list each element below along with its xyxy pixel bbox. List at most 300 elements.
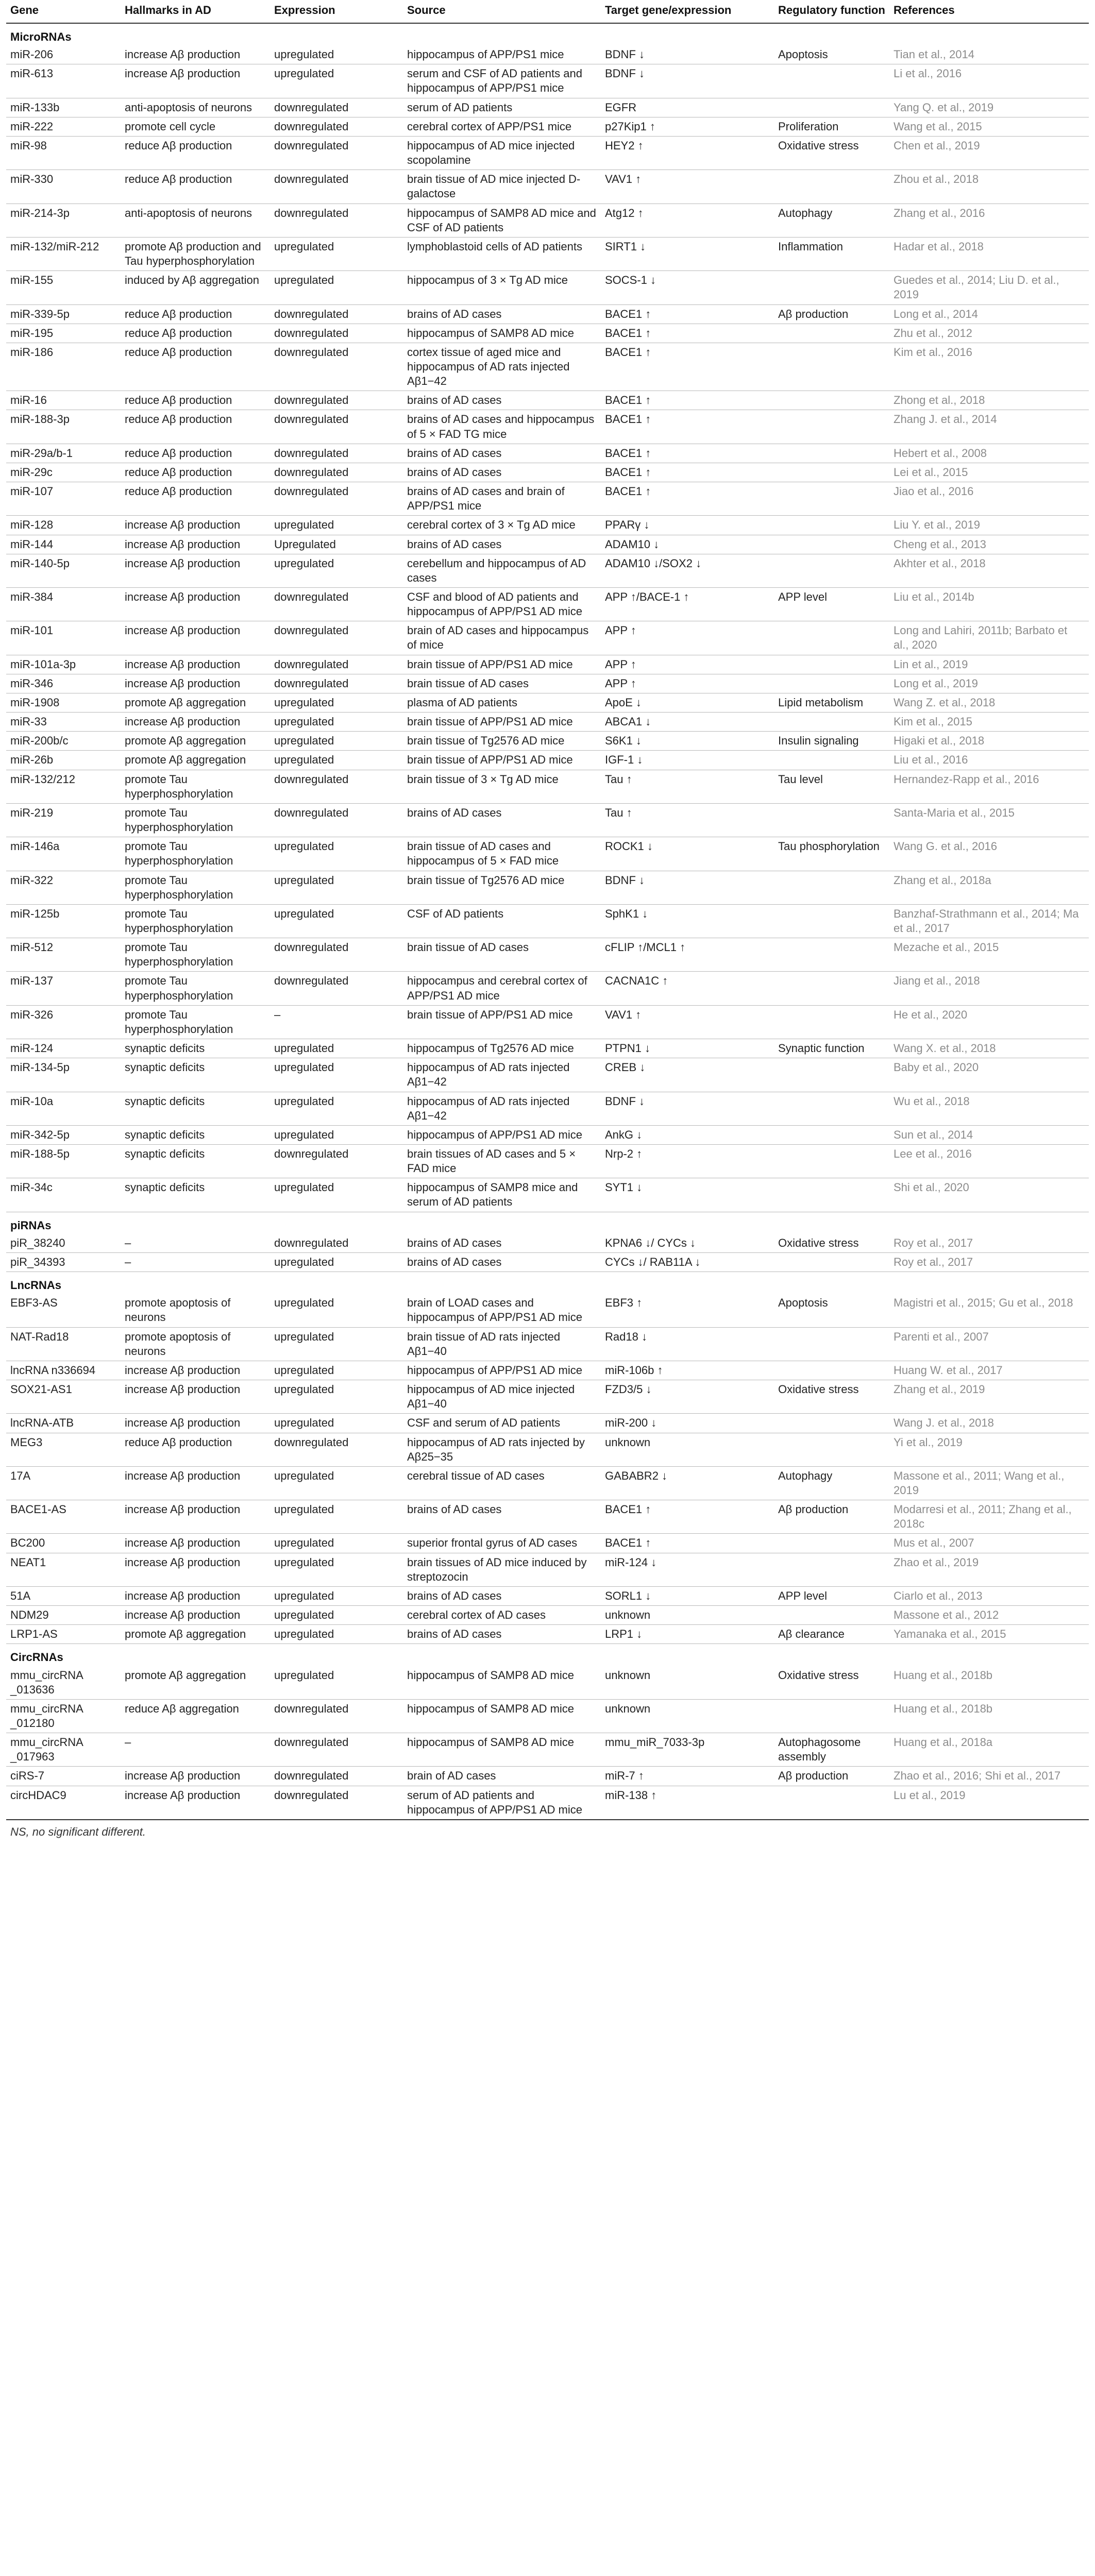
cell-gene: miR-188-3p [6, 410, 121, 444]
cell-expression: upregulated [270, 1380, 403, 1414]
cell-regulatory [774, 1606, 889, 1625]
table-row [6, 1178, 1089, 1212]
cell-target: p27Kip1 ↑ [601, 117, 774, 136]
cell-target: BDNF ↓ [601, 871, 774, 904]
table-row [6, 621, 1089, 655]
cell-source: lymphoblastoid cells of AD patients [403, 237, 601, 270]
cell-regulatory [774, 1433, 889, 1466]
cell-hallmarks: increase Aβ production [121, 1361, 270, 1380]
cell-source: brain tissue of APP/PS1 AD mice [403, 1005, 601, 1039]
cell-source: hippocampus of AD rats injected Aβ1−42 [403, 1058, 601, 1092]
cell-regulatory: Oxidative stress [774, 1234, 889, 1253]
cell-hallmarks: increase Aβ production [121, 1586, 270, 1605]
table-row [6, 304, 1089, 324]
cell-references: Sun et al., 2014 [889, 1125, 1089, 1144]
cell-hallmarks: synaptic deficits [121, 1178, 270, 1212]
cell-target: Atg12 ↑ [601, 204, 774, 237]
cell-gene: NEAT1 [6, 1553, 121, 1586]
cell-references: Wang J. et al., 2018 [889, 1414, 1089, 1433]
table-row [6, 204, 1089, 237]
cell-references: Chen et al., 2019 [889, 136, 1089, 170]
table-row [6, 1145, 1089, 1178]
cell-gene: lncRNA-ATB [6, 1414, 121, 1433]
table-row [6, 751, 1089, 770]
section-row [6, 23, 1089, 45]
cell-expression: downregulated [270, 1234, 403, 1253]
cell-hallmarks: promote Tau hyperphosphorylation [121, 972, 270, 1005]
cell-gene: miR-34c [6, 1178, 121, 1212]
cell-target: BACE1 ↑ [601, 1534, 774, 1553]
cell-expression: upregulated [270, 1414, 403, 1433]
cell-target: HEY2 ↑ [601, 136, 774, 170]
header-gene: Gene [6, 0, 121, 23]
cell-references: Liu et al., 2016 [889, 751, 1089, 770]
cell-source: cerebral tissue of AD cases [403, 1466, 601, 1500]
cell-source: hippocampus of SAMP8 AD mice [403, 1733, 601, 1767]
cell-hallmarks: reduce Aβ production [121, 324, 270, 343]
cell-references: Akhter et al., 2018 [889, 554, 1089, 587]
cell-references: Mezache et al., 2015 [889, 938, 1089, 972]
cell-source: hippocampus of APP/PS1 AD mice [403, 1125, 601, 1144]
header-regulatory: Regulatory function [774, 0, 889, 23]
cell-target: BACE1 ↑ [601, 482, 774, 516]
table-row [6, 693, 1089, 712]
cell-source: CSF and blood of AD patients and hippocampus of APP/PS1 AD mice [403, 588, 601, 621]
cell-regulatory: Autophagy [774, 204, 889, 237]
header-references: References [889, 0, 1089, 23]
cell-target: SYT1 ↓ [601, 1178, 774, 1212]
cell-target: LRP1 ↓ [601, 1625, 774, 1644]
cell-regulatory [774, 1699, 889, 1733]
cell-gene: miR-132/miR-212 [6, 237, 121, 270]
cell-gene: miR-206 [6, 45, 121, 64]
cell-hallmarks: increase Aβ production [121, 1786, 270, 1820]
table-row [6, 871, 1089, 904]
cell-regulatory: APP level [774, 588, 889, 621]
table-row [6, 1005, 1089, 1039]
cell-regulatory: Insulin signaling [774, 732, 889, 751]
cell-target: APP ↑ [601, 621, 774, 655]
cell-regulatory: Tau phosphorylation [774, 837, 889, 871]
cell-expression: downregulated [270, 117, 403, 136]
cell-references: Jiao et al., 2016 [889, 482, 1089, 516]
cell-regulatory [774, 410, 889, 444]
cell-gene: miR-1908 [6, 693, 121, 712]
cell-hallmarks: increase Aβ production [121, 1767, 270, 1786]
cell-source: hippocampus of SAMP8 AD mice [403, 1699, 601, 1733]
cell-source: brain tissue of APP/PS1 AD mice [403, 751, 601, 770]
cell-source: brains of AD cases [403, 304, 601, 324]
cell-target: ApoE ↓ [601, 693, 774, 712]
cell-source: hippocampus of AD rats injected by Aβ25−35 [403, 1433, 601, 1466]
cell-hallmarks: anti-apoptosis of neurons [121, 204, 270, 237]
table-row [6, 770, 1089, 803]
cell-references: Wu et al., 2018 [889, 1092, 1089, 1125]
table-row [6, 674, 1089, 693]
table-row [6, 1234, 1089, 1253]
table-row [6, 1433, 1089, 1466]
cell-target: BACE1 ↑ [601, 410, 774, 444]
cell-source: brains of AD cases and brain of APP/PS1 mice [403, 482, 601, 516]
cell-gene: miR-195 [6, 324, 121, 343]
cell-references: Yang Q. et al., 2019 [889, 98, 1089, 117]
cell-regulatory [774, 871, 889, 904]
table-row [6, 1500, 1089, 1534]
cell-source: cerebral cortex of AD cases [403, 1606, 601, 1625]
table-row [6, 1361, 1089, 1380]
cell-target: PPARγ ↓ [601, 516, 774, 535]
cell-expression: downregulated [270, 136, 403, 170]
cell-target: mmu_miR_7033-3p [601, 1733, 774, 1767]
cell-source: hippocampus of APP/PS1 mice [403, 45, 601, 64]
cell-hallmarks: reduce Aβ aggregation [121, 1699, 270, 1733]
cell-target: VAV1 ↑ [601, 170, 774, 204]
cell-gene: mmu_circRNA _013636 [6, 1666, 121, 1700]
table-row [6, 482, 1089, 516]
cell-target: ABCA1 ↓ [601, 713, 774, 732]
section-title: MicroRNAs [10, 30, 72, 43]
cell-regulatory [774, 1178, 889, 1212]
table-row [6, 1380, 1089, 1414]
cell-expression: downregulated [270, 391, 403, 410]
cell-hallmarks: increase Aβ production [121, 674, 270, 693]
cell-expression: – [270, 1005, 403, 1039]
cell-hallmarks: promote Aβ aggregation [121, 751, 270, 770]
cell-hallmarks: reduce Aβ production [121, 136, 270, 170]
cell-expression: upregulated [270, 837, 403, 871]
cell-source: brain tissue of APP/PS1 AD mice [403, 713, 601, 732]
cell-source: hippocampus of AD mice injected scopolamine [403, 136, 601, 170]
cell-regulatory [774, 904, 889, 938]
cell-references: Huang et al., 2018a [889, 1733, 1089, 1767]
table-row [6, 732, 1089, 751]
cell-expression: downregulated [270, 1145, 403, 1178]
cell-regulatory: Apoptosis [774, 1294, 889, 1327]
cell-gene: miR-26b [6, 751, 121, 770]
cell-target: SIRT1 ↓ [601, 237, 774, 270]
cell-expression: upregulated [270, 64, 403, 98]
cell-regulatory [774, 391, 889, 410]
section-row [6, 1644, 1089, 1666]
cell-target: unknown [601, 1606, 774, 1625]
table-footnote: NS, no significant different. [10, 1825, 146, 1838]
cell-hallmarks: – [121, 1252, 270, 1272]
cell-expression: upregulated [270, 1534, 403, 1553]
cell-hallmarks: increase Aβ production [121, 655, 270, 674]
cell-source: hippocampus of APP/PS1 AD mice [403, 1361, 601, 1380]
cell-references: Wang et al., 2015 [889, 117, 1089, 136]
cell-hallmarks: increase Aβ production [121, 621, 270, 655]
cell-gene: EBF3-AS [6, 1294, 121, 1327]
cell-regulatory [774, 271, 889, 304]
cell-references: Shi et al., 2020 [889, 1178, 1089, 1212]
cell-hallmarks: promote Tau hyperphosphorylation [121, 871, 270, 904]
cell-target: Rad18 ↓ [601, 1327, 774, 1361]
cell-regulatory [774, 1125, 889, 1144]
cell-references: Wang X. et al., 2018 [889, 1039, 1089, 1058]
cell-target: BACE1 ↑ [601, 343, 774, 391]
cell-expression: upregulated [270, 1039, 403, 1058]
cell-gene: miR-346 [6, 674, 121, 693]
cell-source: brains of AD cases [403, 1234, 601, 1253]
cell-target: BDNF ↓ [601, 64, 774, 98]
cell-expression: downregulated [270, 463, 403, 482]
cell-source: hippocampus of AD mice injected Aβ1−40 [403, 1380, 601, 1414]
cell-gene: miR-107 [6, 482, 121, 516]
cell-target: miR-200 ↓ [601, 1414, 774, 1433]
cell-gene: miR-101 [6, 621, 121, 655]
cell-hallmarks: increase Aβ production [121, 64, 270, 98]
table-row [6, 1534, 1089, 1553]
header-source: Source [403, 0, 601, 23]
cell-target: PTPN1 ↓ [601, 1039, 774, 1058]
cell-target: BDNF ↓ [601, 45, 774, 64]
section-row [6, 1272, 1089, 1294]
cell-expression: upregulated [270, 271, 403, 304]
table-row [6, 136, 1089, 170]
table-row [6, 554, 1089, 587]
cell-target: SOCS-1 ↓ [601, 271, 774, 304]
cell-target: cFLIP ↑/MCL1 ↑ [601, 938, 774, 972]
cell-references: Zhong et al., 2018 [889, 391, 1089, 410]
table-row [6, 1058, 1089, 1092]
cell-gene: 17A [6, 1466, 121, 1500]
cell-expression: upregulated [270, 1327, 403, 1361]
cell-target: BACE1 ↑ [601, 463, 774, 482]
cell-gene: mmu_circRNA _017963 [6, 1733, 121, 1767]
cell-expression: downregulated [270, 204, 403, 237]
cell-hallmarks: promote Tau hyperphosphorylation [121, 770, 270, 803]
cell-target: CACNA1C ↑ [601, 972, 774, 1005]
cell-hallmarks: synaptic deficits [121, 1092, 270, 1125]
cell-target: Nrp-2 ↑ [601, 1145, 774, 1178]
cell-references: Magistri et al., 2015; Gu et al., 2018 [889, 1294, 1089, 1327]
ncrna-table [6, 0, 1089, 1820]
cell-references: Roy et al., 2017 [889, 1234, 1089, 1253]
cell-target: unknown [601, 1699, 774, 1733]
cell-source: brains of AD cases [403, 1625, 601, 1644]
cell-gene: MEG3 [6, 1433, 121, 1466]
cell-target: BACE1 ↑ [601, 304, 774, 324]
cell-regulatory: APP level [774, 1586, 889, 1605]
cell-references: Yi et al., 2019 [889, 1433, 1089, 1466]
cell-gene: miR-222 [6, 117, 121, 136]
cell-source: hippocampus and cerebral cortex of APP/PS1 AD mice [403, 972, 601, 1005]
cell-expression: upregulated [270, 1178, 403, 1212]
cell-gene: miR-188-5p [6, 1145, 121, 1178]
cell-gene: miR-512 [6, 938, 121, 972]
cell-gene: miR-339-5p [6, 304, 121, 324]
cell-gene: ciRS-7 [6, 1767, 121, 1786]
cell-source: serum of AD patients [403, 98, 601, 117]
cell-expression: upregulated [270, 1092, 403, 1125]
cell-regulatory [774, 713, 889, 732]
cell-regulatory [774, 803, 889, 837]
cell-expression: upregulated [270, 45, 403, 64]
cell-hallmarks: reduce Aβ production [121, 391, 270, 410]
cell-hallmarks: promote Aβ aggregation [121, 1625, 270, 1644]
cell-regulatory: Lipid metabolism [774, 693, 889, 712]
cell-references: Massone et al., 2012 [889, 1606, 1089, 1625]
cell-source: brain of AD cases and hippocampus of mice [403, 621, 601, 655]
cell-regulatory: Aβ clearance [774, 1625, 889, 1644]
table-row [6, 271, 1089, 304]
cell-source: brain tissue of APP/PS1 AD mice [403, 655, 601, 674]
section-title: piRNAs [10, 1218, 52, 1232]
cell-gene: miR-29c [6, 463, 121, 482]
cell-hallmarks: promote Tau hyperphosphorylation [121, 803, 270, 837]
cell-regulatory [774, 674, 889, 693]
cell-target: S6K1 ↓ [601, 732, 774, 751]
cell-references: Zhu et al., 2012 [889, 324, 1089, 343]
cell-target: Tau ↑ [601, 803, 774, 837]
cell-target: ADAM10 ↓ [601, 535, 774, 554]
cell-source: brain tissue of Tg2576 AD mice [403, 871, 601, 904]
cell-references: Roy et al., 2017 [889, 1252, 1089, 1272]
cell-hallmarks: anti-apoptosis of neurons [121, 98, 270, 117]
cell-gene: miR-326 [6, 1005, 121, 1039]
cell-expression: downregulated [270, 938, 403, 972]
cell-references: Banzhaf-Strathmann et al., 2014; Ma et al., 2017 [889, 904, 1089, 938]
cell-source: CSF of AD patients [403, 904, 601, 938]
cell-hallmarks: increase Aβ production [121, 1606, 270, 1625]
table-row [6, 535, 1089, 554]
cell-hallmarks: increase Aβ production [121, 713, 270, 732]
cell-expression: upregulated [270, 516, 403, 535]
cell-gene: miR-128 [6, 516, 121, 535]
cell-target: CYCs ↓/ RAB11A ↓ [601, 1252, 774, 1272]
cell-source: brains of AD cases [403, 391, 601, 410]
cell-expression: upregulated [270, 237, 403, 270]
table-row [6, 1125, 1089, 1144]
cell-regulatory [774, 482, 889, 516]
cell-references: Wang G. et al., 2016 [889, 837, 1089, 871]
cell-source: brains of AD cases [403, 803, 601, 837]
cell-source: brain tissue of AD cases [403, 938, 601, 972]
cell-gene: NAT-Rad18 [6, 1327, 121, 1361]
cell-references: Modarresi et al., 2011; Zhang et al., 2018c [889, 1500, 1089, 1534]
cell-expression: downregulated [270, 444, 403, 463]
cell-references: Ciarlo et al., 2013 [889, 1586, 1089, 1605]
cell-source: CSF and serum of AD patients [403, 1414, 601, 1433]
cell-regulatory [774, 1786, 889, 1820]
cell-references: Lin et al., 2019 [889, 655, 1089, 674]
cell-expression: Upregulated [270, 535, 403, 554]
cell-hallmarks: reduce Aβ production [121, 304, 270, 324]
table-row [6, 343, 1089, 391]
cell-references: Higaki et al., 2018 [889, 732, 1089, 751]
cell-expression: upregulated [270, 1294, 403, 1327]
cell-expression: upregulated [270, 1252, 403, 1272]
cell-hallmarks: reduce Aβ production [121, 463, 270, 482]
cell-gene: miR-342-5p [6, 1125, 121, 1144]
cell-references: Hebert et al., 2008 [889, 444, 1089, 463]
cell-expression: upregulated [270, 1058, 403, 1092]
cell-expression: upregulated [270, 751, 403, 770]
cell-gene: miR-29a/b-1 [6, 444, 121, 463]
cell-hallmarks: increase Aβ production [121, 1500, 270, 1534]
cell-expression: upregulated [270, 871, 403, 904]
cell-expression: downregulated [270, 170, 403, 204]
cell-expression: upregulated [270, 1500, 403, 1534]
cell-expression: downregulated [270, 98, 403, 117]
table-row [6, 1553, 1089, 1586]
cell-hallmarks: increase Aβ production [121, 1466, 270, 1500]
cell-expression: upregulated [270, 732, 403, 751]
cell-source: brains of AD cases [403, 1586, 601, 1605]
cell-expression: upregulated [270, 1625, 403, 1644]
cell-target: BACE1 ↑ [601, 391, 774, 410]
cell-gene: miR-155 [6, 271, 121, 304]
cell-references: Yamanaka et al., 2015 [889, 1625, 1089, 1644]
cell-regulatory [774, 170, 889, 204]
cell-source: brain tissue of Tg2576 AD mice [403, 732, 601, 751]
cell-expression: downregulated [270, 1699, 403, 1733]
cell-regulatory [774, 972, 889, 1005]
cell-hallmarks: promote Aβ aggregation [121, 732, 270, 751]
table-row [6, 45, 1089, 64]
cell-expression: downregulated [270, 482, 403, 516]
table-row [6, 324, 1089, 343]
cell-gene: miR-214-3p [6, 204, 121, 237]
cell-source: brain tissue of AD cases [403, 674, 601, 693]
cell-target: EBF3 ↑ [601, 1294, 774, 1327]
cell-expression: upregulated [270, 1666, 403, 1700]
cell-target: SphK1 ↓ [601, 904, 774, 938]
cell-regulatory: Aβ production [774, 1500, 889, 1534]
table-body [6, 23, 1089, 1820]
cell-hallmarks: promote apoptosis of neurons [121, 1327, 270, 1361]
table-header [6, 0, 1089, 23]
cell-regulatory [774, 1414, 889, 1433]
table-row [6, 1252, 1089, 1272]
cell-source: cortex tissue of aged mice and hippocampus of AD rats injected Aβ1−42 [403, 343, 601, 391]
cell-target: ADAM10 ↓/SOX2 ↓ [601, 554, 774, 587]
cell-gene: BC200 [6, 1534, 121, 1553]
cell-references: Cheng et al., 2013 [889, 535, 1089, 554]
cell-regulatory [774, 98, 889, 117]
cell-expression: upregulated [270, 713, 403, 732]
cell-regulatory: Autophagosome assembly [774, 1733, 889, 1767]
cell-gene: miR-140-5p [6, 554, 121, 587]
cell-references: Zhao et al., 2016; Shi et al., 2017 [889, 1767, 1089, 1786]
cell-source: serum of AD patients and hippocampus of APP/PS1 AD mice [403, 1786, 601, 1820]
cell-regulatory: Synaptic function [774, 1039, 889, 1058]
cell-gene: piR_34393 [6, 1252, 121, 1272]
cell-references: Zhang et al., 2018a [889, 871, 1089, 904]
cell-hallmarks: increase Aβ production [121, 1534, 270, 1553]
cell-hallmarks: reduce Aβ production [121, 1433, 270, 1466]
cell-gene: piR_38240 [6, 1234, 121, 1253]
cell-regulatory: Tau level [774, 770, 889, 803]
cell-target: BACE1 ↑ [601, 324, 774, 343]
cell-source: brains of AD cases [403, 463, 601, 482]
cell-target: Tau ↑ [601, 770, 774, 803]
table-row [6, 713, 1089, 732]
cell-source: hippocampus of SAMP8 AD mice [403, 324, 601, 343]
table-row [6, 1092, 1089, 1125]
cell-regulatory: Aβ production [774, 304, 889, 324]
cell-target: BACE1 ↑ [601, 1500, 774, 1534]
cell-gene: miR-16 [6, 391, 121, 410]
cell-gene: miR-186 [6, 343, 121, 391]
cell-regulatory [774, 463, 889, 482]
table-row [6, 117, 1089, 136]
cell-expression: downregulated [270, 410, 403, 444]
cell-source: brain tissue of 3 × Tg AD mice [403, 770, 601, 803]
cell-source: hippocampus of 3 × Tg AD mice [403, 271, 601, 304]
cell-references: Huang et al., 2018b [889, 1666, 1089, 1700]
